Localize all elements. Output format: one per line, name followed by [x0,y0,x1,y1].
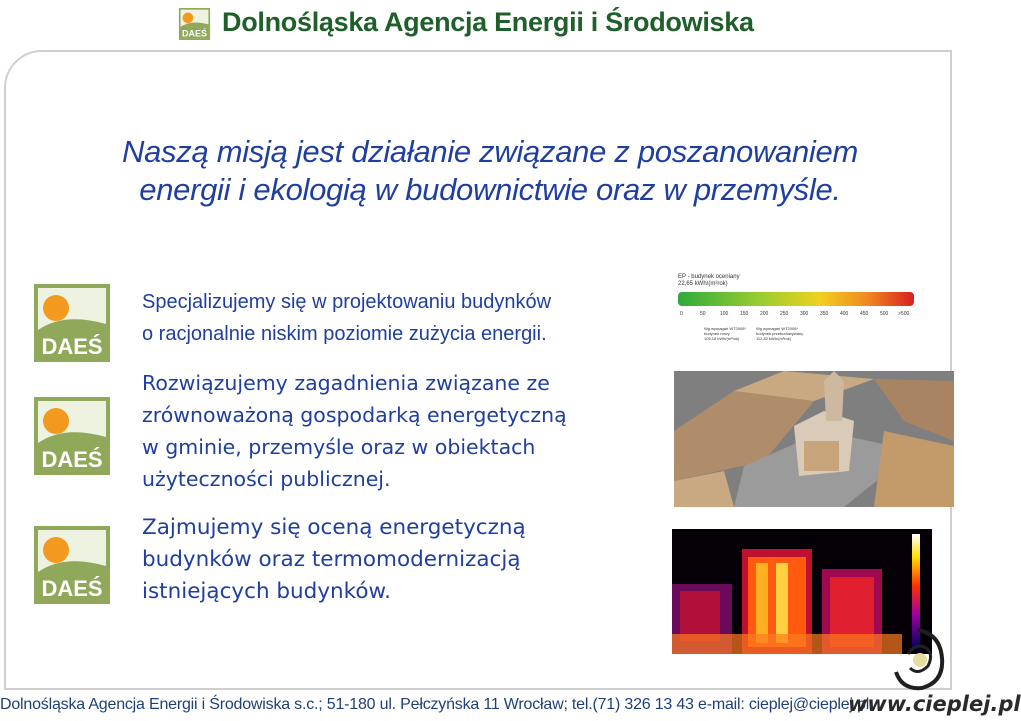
svg-text:DAEŚ: DAEŚ [181,28,208,39]
cieplej-logo-icon [888,624,950,694]
section-assessment-text [142,512,526,608]
svg-text:DAEŚ: DAEŚ [41,576,103,601]
text-line: Rozwiązujemy zagadnienia związane ze [142,371,550,395]
svg-text:50: 50 [700,311,706,317]
svg-text:105,18 kWh/(m²rok): 105,18 kWh/(m²rok) [704,336,740,341]
svg-text:100: 100 [720,311,729,317]
svg-text:350: 350 [820,311,829,317]
text-line: użyteczności publicznej. [142,467,391,491]
mission-statement [60,133,920,209]
svg-text:400: 400 [840,311,849,317]
svg-text:DAEŚ: DAEŚ [41,334,103,359]
text-line: Specjalizujemy się w projektowaniu budynków [142,291,552,313]
text-line: istniejących budynków. [142,579,391,604]
section-sustainability-text [142,367,567,495]
text-line: budynków oraz termomodernizacją [142,547,521,572]
svg-text:>500: >500 [898,311,910,317]
svg-text:budynek przebudowywany: budynek przebudowywany [756,331,804,336]
svg-text:112,82 kWh/(m²rok): 112,82 kWh/(m²rok) [756,336,792,341]
section-design-text [142,286,551,350]
daes-logo-icon [34,284,110,362]
svg-text:500: 500 [880,311,889,317]
svg-text:200: 200 [760,311,769,317]
svg-text:150: 150 [740,311,749,317]
svg-text:Wg wymagań WT2008*: Wg wymagań WT2008* [704,326,747,331]
daes-logo-icon [34,397,110,475]
text-line: w gminie, przemyśle oraz w obiektach [142,435,536,459]
text-line: Zajmujemy się oceną energetyczną [142,515,526,540]
daes-logo-icon [34,526,110,604]
footer-contact: Dolnośląska Agencja Energii i Środowiska s.c.; 51-180 ul. Pełczyńska 11 Wrocław; tel.(71) 326 13 43 e-mail: cieplej@cieplej.pl; [0,696,874,713]
daes-logo-icon [178,8,211,40]
mission-line: energii i ekologią w budownictwie oraz w przemyśle. [139,172,841,207]
text-line: o racjonalnie niskim poziomie zużycia energii. [142,323,547,345]
agency-title: Dolnośląska Agencja Energii i Środowiska [222,7,754,37]
svg-text:22,65 kWh/(m²rok): 22,65 kWh/(m²rok) [678,281,728,287]
svg-text:0: 0 [680,311,683,317]
text-line: zrównoważoną gospodarką energetyczną [142,403,567,427]
svg-text:EP - budynek oceniany: EP - budynek oceniany [678,274,740,280]
svg-text:budynek nowy: budynek nowy [704,331,730,336]
town-square-3d-model [674,371,954,507]
header [0,0,960,42]
svg-text:250: 250 [780,311,789,317]
svg-text:DAEŚ: DAEŚ [41,447,103,472]
svg-text:450: 450 [860,311,869,317]
footer-website-link[interactable]: www.cieplej.pl [848,692,1021,716]
svg-text:Wg wymagań WT2008*: Wg wymagań WT2008* [756,326,799,331]
svg-text:300: 300 [800,311,809,317]
energy-rating-chart [668,268,918,350]
mission-line: Naszą misją jest działanie związane z poszanowaniem [122,134,858,169]
